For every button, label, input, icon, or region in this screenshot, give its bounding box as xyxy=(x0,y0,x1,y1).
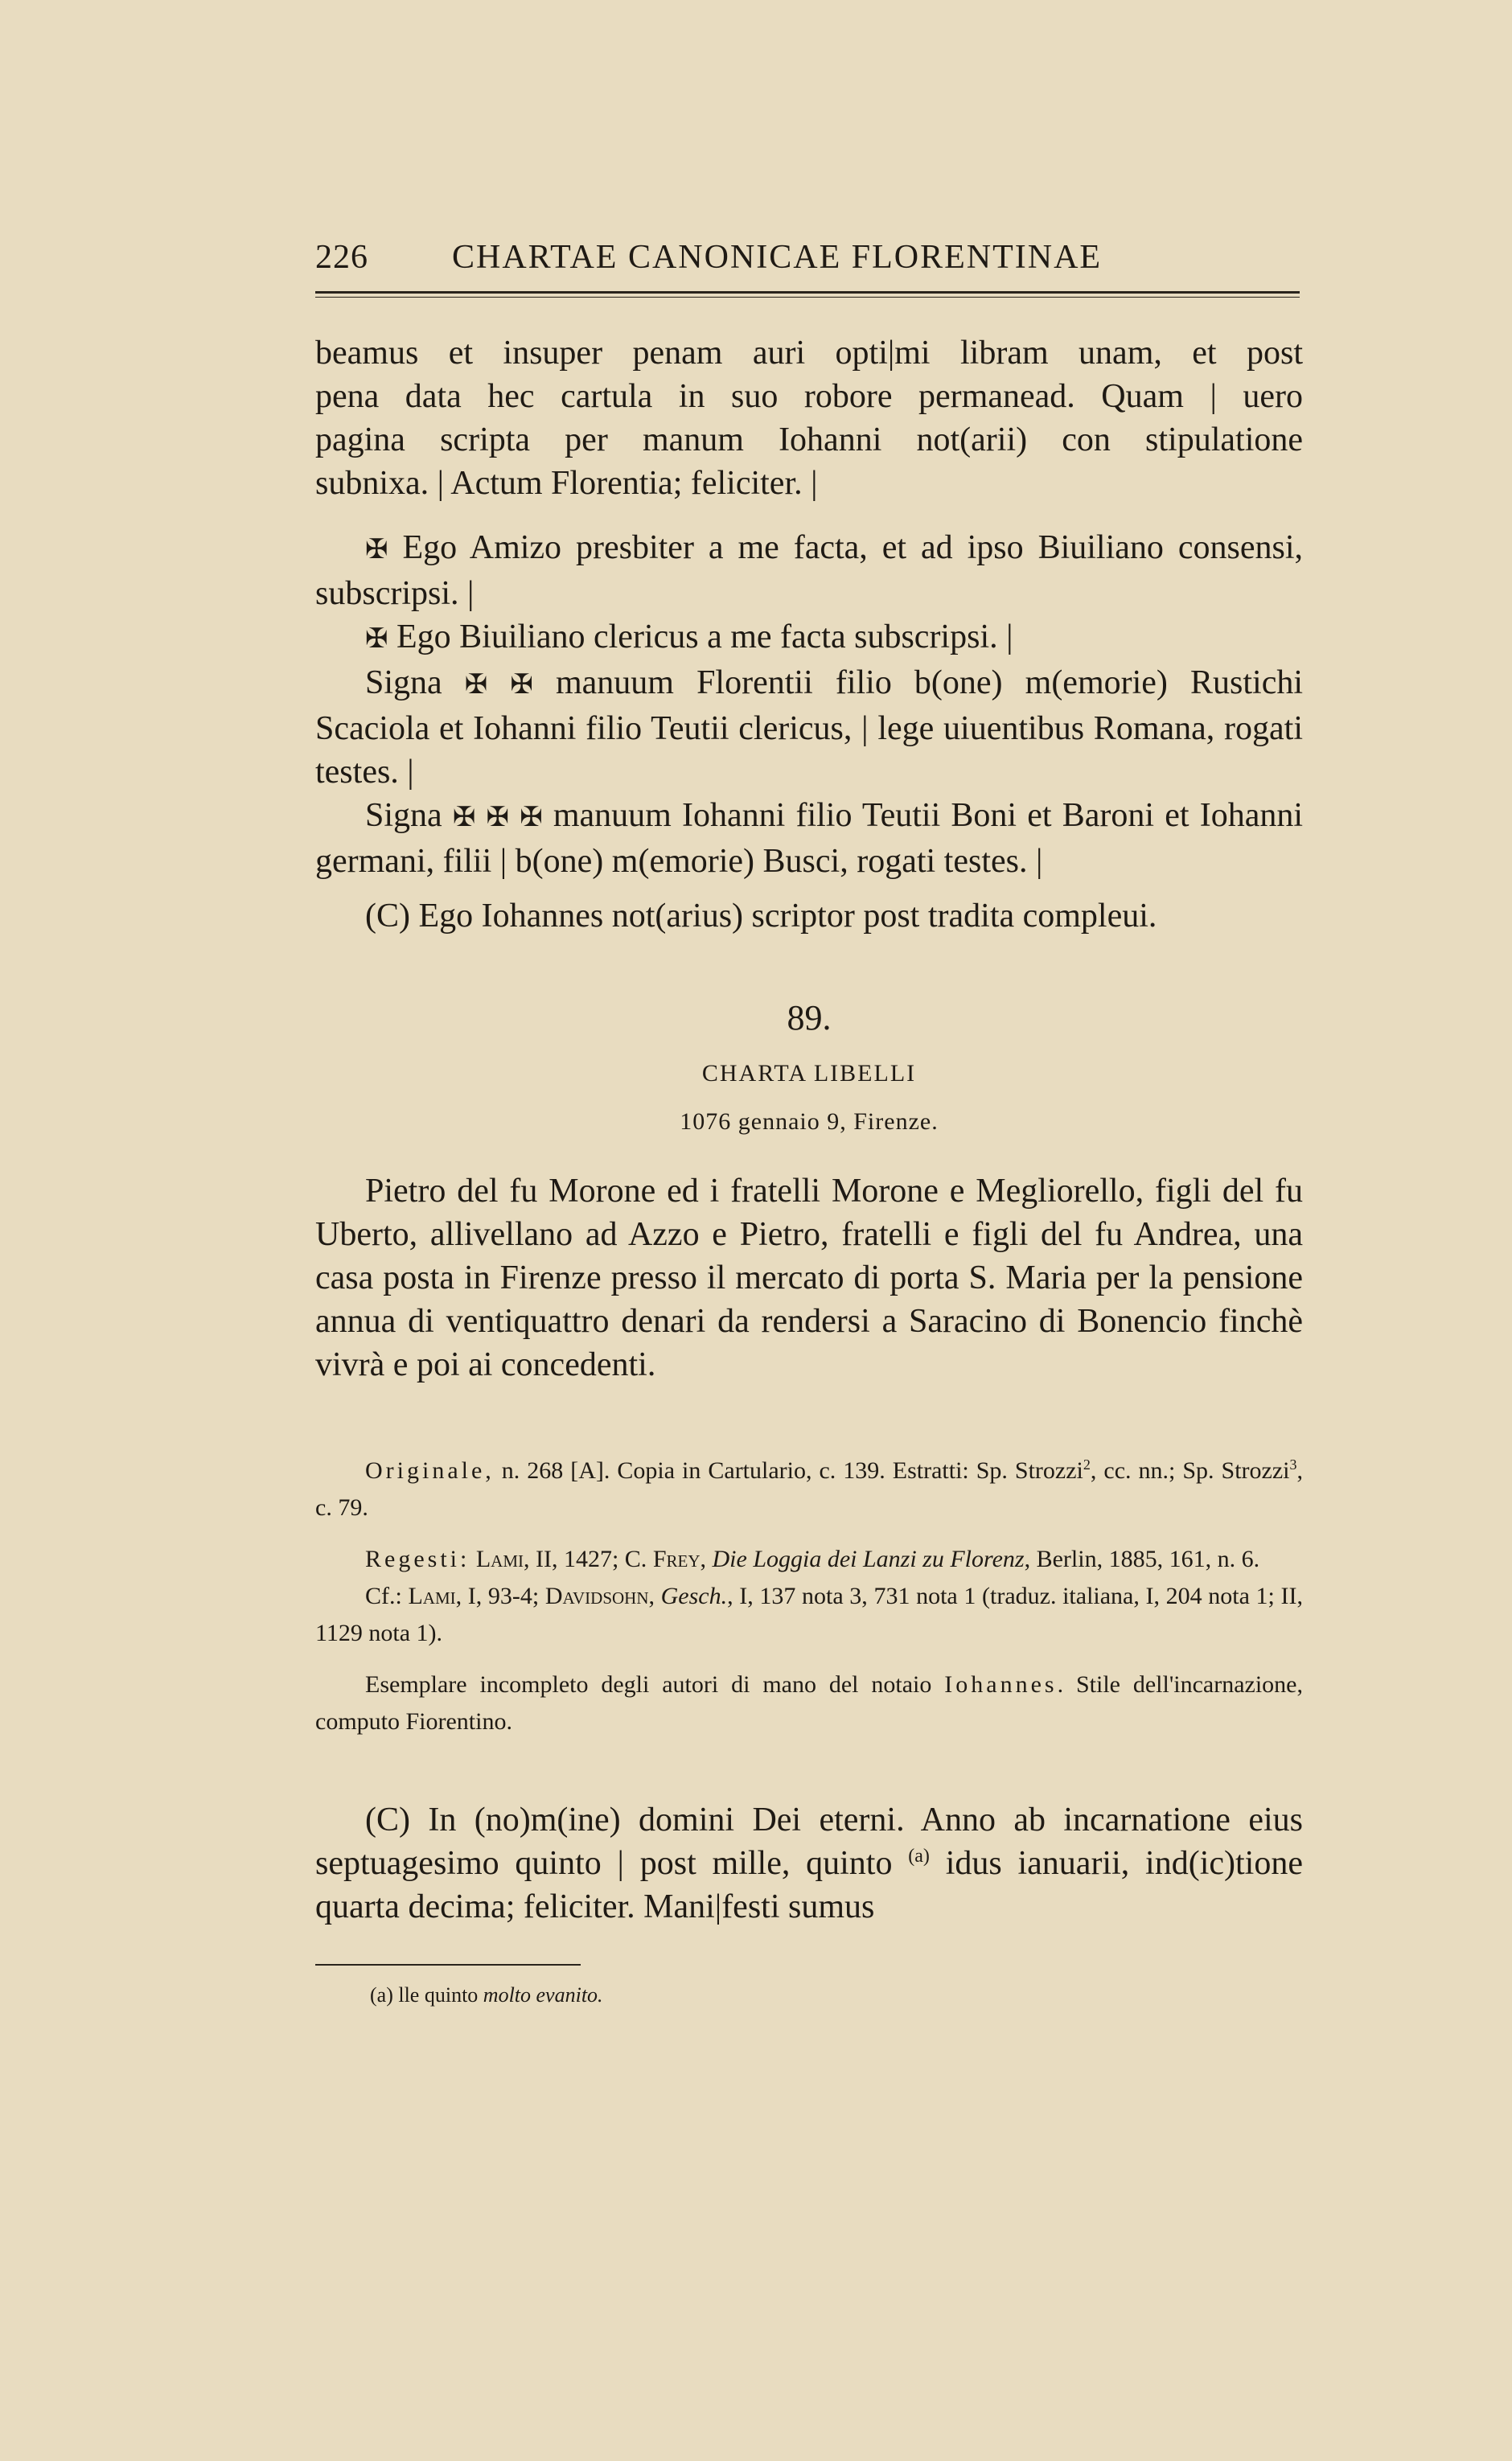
running-title: CHARTAE CANONICAE FLORENTINAE xyxy=(452,239,1103,276)
charter-text-start: (C) In (no)m(ine) domini Dei eterni. Anno ab incarnatione eius septuagesimo quinto | post mille, quinto $^{(a)}$ idus ianuarii, ind(ic)tione quarta decima; feliciter. Mani|festi sumus xyxy=(315,1802,1303,1925)
apparatus-regesti: Regesti: Lami, II, 1427; C. Frey, Die Loggia dei Lanzi zu Florenz, Berlin, 1885, 161, n. 6. xyxy=(365,1546,1260,1572)
notary-subscription: (C) Ego Iohannes not(arius) scriptor post tradita compleui. xyxy=(365,898,1157,935)
cross-icon: ✠ xyxy=(520,803,543,832)
text-line: pena data hec cartula in suo robore permanead. Quam | uero xyxy=(315,378,1303,415)
text-line: subnixa. | Actum Florentia; feliciter. | xyxy=(315,465,818,502)
cross-icon: ✠ xyxy=(464,670,488,700)
continuation-paragraph xyxy=(315,331,1303,505)
footnote-rule xyxy=(315,1964,581,1966)
running-header xyxy=(315,238,1300,286)
cross-icon: ✠ xyxy=(452,803,476,832)
document-title: CHARTA LIBELLI xyxy=(701,1060,917,1087)
signa-witnesses-1: Signa ✠ ✠ manuum Florentii filio b(one) m(emorie) Rustichi Scaciola et Iohanni filio Teutii clericus, | lege uiuentibus Romana, rogati testes. | xyxy=(315,664,1304,791)
document-number: 89. xyxy=(787,998,832,1037)
apparatus-esemplare: Esemplare incompleto degli autori di mano del notaio Iohannes. Stile dell'incarnazione, computo Fiorentino. xyxy=(315,1671,1303,1735)
cross-icon: ✠ xyxy=(486,803,510,832)
cross-icon: ✠ xyxy=(365,535,388,565)
footnote-marker: (a) xyxy=(908,1846,930,1867)
regest-paragraph: Pietro del fu Morone ed i fratelli Morone e Megliorello, figli del fu Uberto, allivellano ad Azzo e Pietro, fratelli e figli del fu Andrea, una casa posta in Firenze presso il mercato di porta S. Maria per la pensione annua di ventiquattro denari da rendersi a Saracino di Bonencio finchè vivrà e poi ai concedenti. xyxy=(315,1173,1303,1383)
subscription-biuiliano: ✠ Ego Biuiliano clericus a me facta subscripsi. | xyxy=(365,618,1013,655)
document-date: 1076 gennaio 9, Firenze. xyxy=(680,1108,939,1135)
apparatus-cf: Cf.: Lami, I, 93-4; Davidsohn, Gesch., I, 137 nota 3, 731 nota 1 (traduz. italiana, I, 204 nota 1; II, 1129 nota 1). xyxy=(315,1583,1304,1646)
header-rule-thin xyxy=(315,297,1300,298)
cross-icon: ✠ xyxy=(365,624,388,654)
apparatus-originale: Originale, n. 268 [A]. Copia in Cartulario, c. 139. Estratti: Sp. Strozzi$^2$, cc. nn.; Sp. Strozzi$^3$, c. 79. xyxy=(315,1456,1303,1521)
text-line: beamus et insuper penam auri opti|mi libram unam, et post xyxy=(315,335,1303,372)
signa-witnesses-2: Signa ✠ ✠ ✠ manuum Iohanni filio Teutii Boni et Baroni et Iohanni germani, filii | b(one) m(emorie) Busci, rogati testes. | xyxy=(315,797,1304,880)
footnote: (a) lle quinto molto evanito. xyxy=(370,1983,603,2007)
subscriptions xyxy=(315,526,1303,938)
subscription-amizo: ✠ Ego Amizo presbiter a me facta, et ad ipso Biuiliano consensi, subscripsi. | xyxy=(315,529,1303,612)
apparatus xyxy=(315,1452,1303,1740)
text-line: pagina scripta per manum Iohanni not(arii) con stipulatione xyxy=(315,421,1303,458)
cross-icon: ✠ xyxy=(510,670,533,700)
header-rule xyxy=(315,291,1300,294)
page-number: 226 xyxy=(315,239,368,276)
